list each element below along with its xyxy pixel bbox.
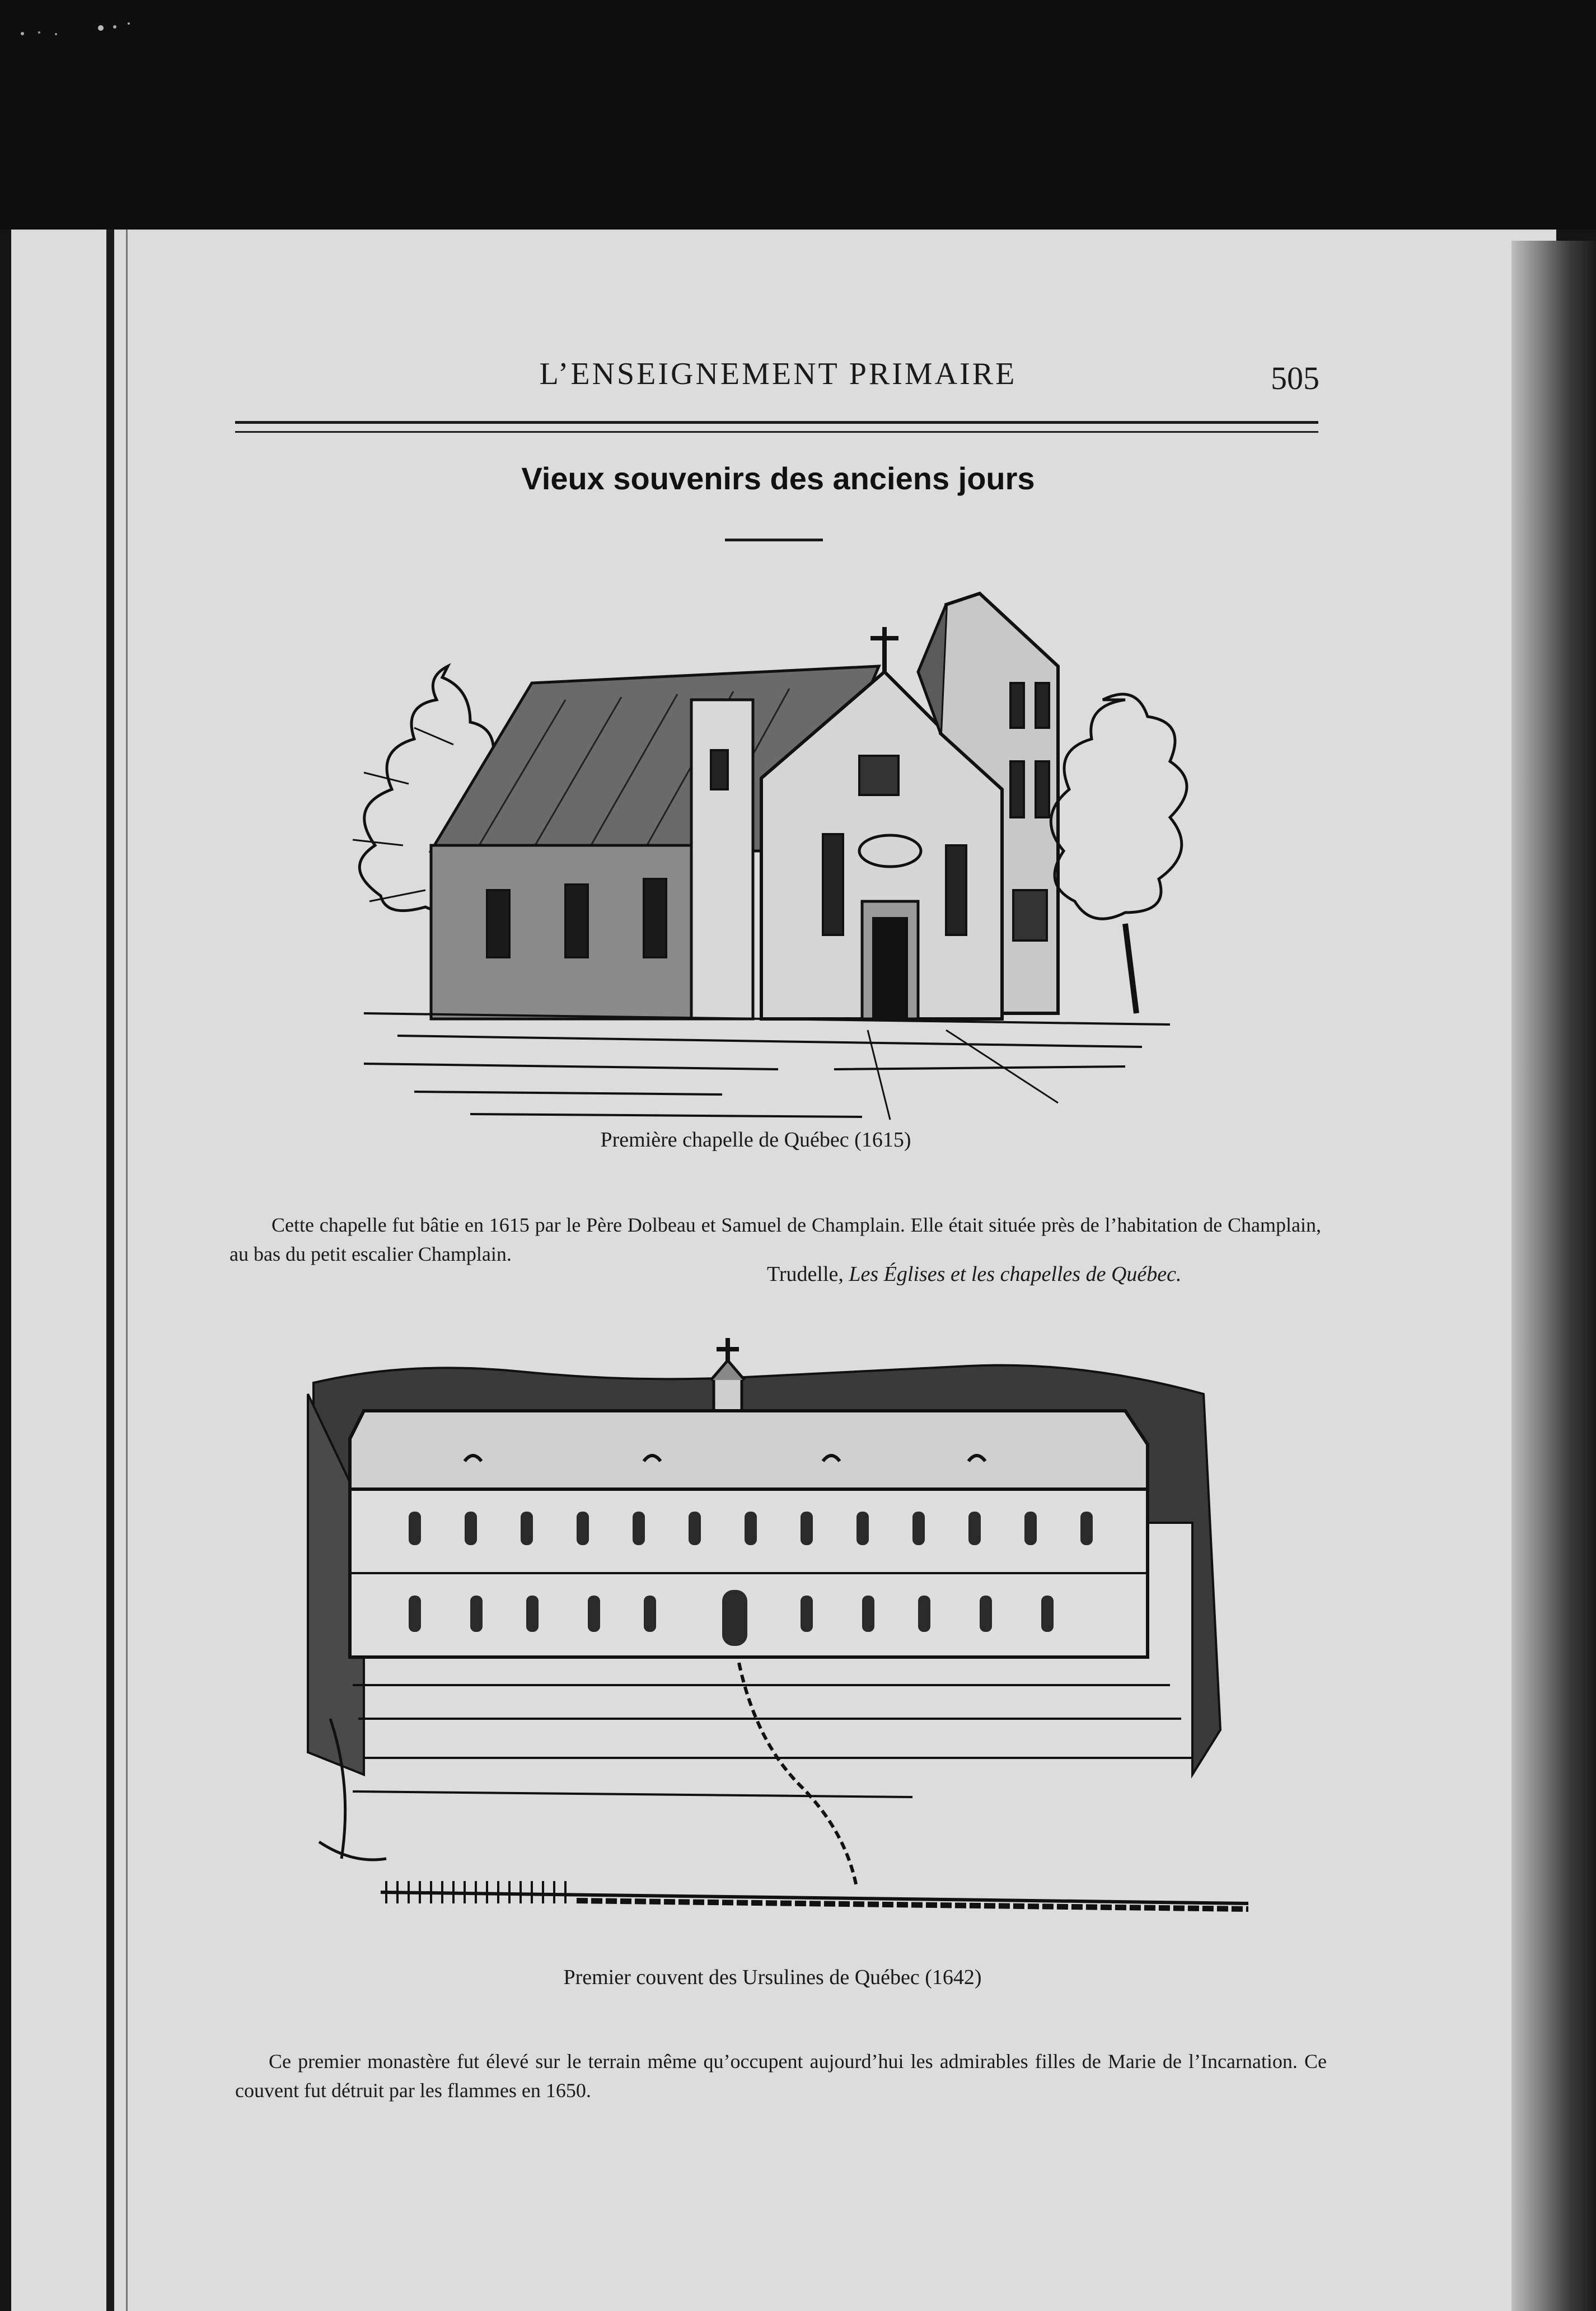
scan-top-margin	[0, 0, 1596, 230]
binding-gutter	[106, 230, 114, 2311]
heading-underline	[725, 539, 823, 541]
attribution-title: Les Églises et les chapelles de Québec.	[849, 1262, 1182, 1286]
attribution-author: Trudelle,	[767, 1262, 849, 1286]
chapel-illustration	[330, 588, 1215, 1136]
header-rule-thin	[235, 431, 1318, 433]
chapel-attribution	[767, 1262, 1327, 1287]
page-number: 505	[1271, 360, 1319, 396]
convent-illustration	[297, 1327, 1248, 1948]
chapel-caption: Première chapelle de Québec (1615)	[600, 1128, 911, 1152]
chapel-description: Cette chapelle fut bâtie en 1615 par le Père Dolbeau et Samuel de Champlain. Elle était située près de l’habitation de Champlain, au bas du petit escalier Champlain.	[230, 1214, 1321, 1265]
article-heading: Vieux souvenirs des anciens jours	[521, 461, 1035, 496]
binding-gutter-line	[126, 230, 128, 2311]
running-header: L’ENSEIGNEMENT PRIMAIRE	[539, 357, 1017, 391]
convent-description: Ce premier monastère fut élevé sur le terrain même qu’occupent aujourd’hui les admirables filles de Marie de l’Incarnation. Ce couvent fut détruit par les flammes en 1650.	[235, 2050, 1327, 2102]
page-edge-stack	[1511, 241, 1596, 2311]
header-rule-thick	[235, 421, 1318, 424]
scan-specks	[17, 17, 140, 39]
convent-caption: Premier couvent des Ursulines de Québec (1642)	[563, 1966, 982, 1989]
